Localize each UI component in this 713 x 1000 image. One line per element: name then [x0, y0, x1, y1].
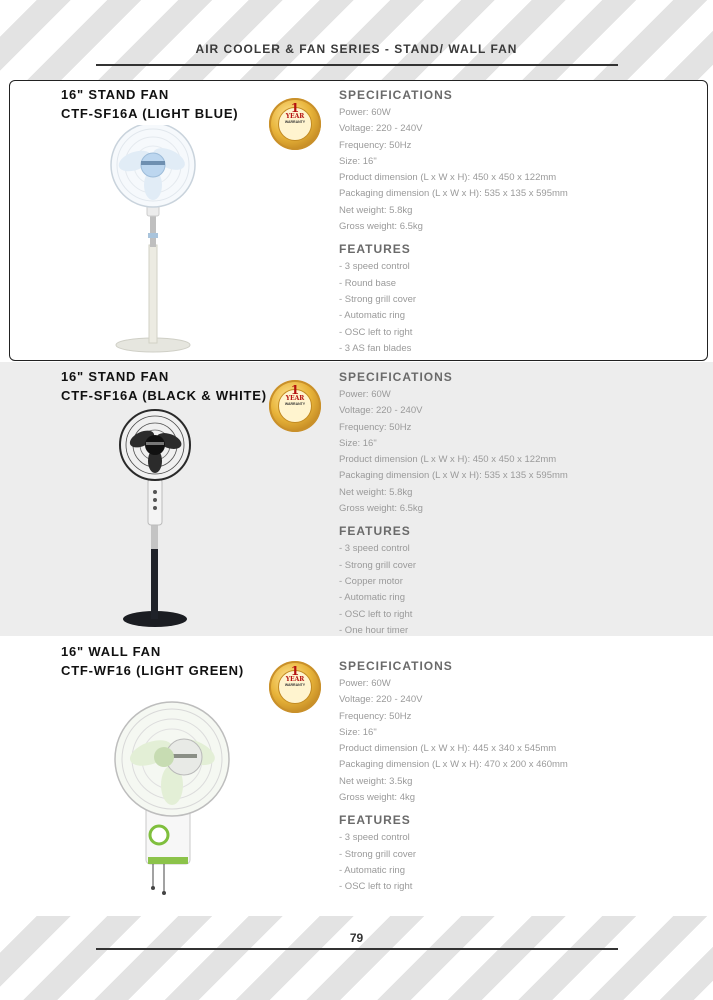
- feature-line: - OSC left to right: [339, 881, 413, 893]
- feature-line: - Strong grill cover: [339, 559, 417, 571]
- features-heading: FEATURES: [339, 813, 411, 828]
- warranty-badge-number: 1: [290, 101, 300, 115]
- specifications-heading: SPECIFICATIONS: [339, 659, 453, 673]
- spec-line: Gross weight: 6.5kg: [339, 221, 423, 233]
- warranty-badge-year: YEAR: [285, 676, 305, 683]
- spec-line: Gross weight: 4kg: [339, 792, 416, 804]
- spec-line: Size: 16": [339, 437, 377, 449]
- product-name: 16" STAND FAN: [61, 87, 170, 102]
- product-specs: [339, 370, 709, 639]
- wall-fan-light-green-image: [108, 697, 243, 902]
- warranty-badge-text: WARRANTY: [284, 402, 306, 406]
- warranty-badge-text: WARRANTY: [284, 120, 306, 124]
- spec-line: Net weight: 5.8kg: [339, 486, 413, 498]
- footer-stripe-band: [0, 916, 713, 1000]
- spec-line: Packaging dimension (L x W x H): 470 x 200 x 460mm: [339, 759, 568, 771]
- page-number: 79: [349, 931, 364, 945]
- warranty-badge-icon: [269, 98, 321, 150]
- spec-line: Size: 16": [339, 726, 377, 738]
- feature-line: - OSC left to right: [339, 608, 413, 620]
- features-heading: FEATURES: [339, 242, 411, 257]
- spec-line: Power: 60W: [339, 389, 391, 400]
- product-specs: [339, 659, 709, 896]
- feature-line: - Automatic ring: [339, 592, 405, 604]
- spec-line: Size: 16": [339, 155, 377, 167]
- spec-line: Voltage: 220 - 240V: [339, 694, 423, 706]
- spec-line: Product dimension (L x W x H): 450 x 450 x 122mm: [339, 172, 557, 184]
- feature-line: - Strong grill cover: [339, 293, 417, 305]
- product-name: 16" WALL FAN: [61, 644, 162, 659]
- feature-line: - 3 speed control: [339, 832, 410, 844]
- warranty-badge-icon: [269, 661, 321, 713]
- footer-divider: [96, 948, 618, 950]
- spec-line: Frequency: 50Hz: [339, 139, 412, 151]
- warranty-badge-year: YEAR: [285, 395, 305, 402]
- spec-line: Frequency: 50Hz: [339, 710, 412, 722]
- warranty-badge-number: 1: [290, 383, 300, 397]
- stand-fan-black-white-image: [115, 407, 200, 632]
- warranty-badge-number: 1: [290, 664, 300, 678]
- specifications-heading: SPECIFICATIONS: [339, 370, 453, 384]
- specifications-heading: SPECIFICATIONS: [339, 88, 453, 102]
- feature-line: - Copper motor: [339, 575, 403, 587]
- feature-line: - OSC left to right: [339, 326, 413, 338]
- spec-line: Power: 60W: [339, 107, 391, 118]
- product-model: CTF-SF16A (LIGHT BLUE): [61, 106, 239, 121]
- spec-line: Voltage: 220 - 240V: [339, 123, 423, 135]
- product-model: CTF-WF16 (LIGHT GREEN): [61, 663, 244, 678]
- product-model: CTF-SF16A (BLACK & WHITE): [61, 388, 267, 403]
- warranty-badge-text: WARRANTY: [284, 683, 306, 687]
- stand-fan-light-blue-image: [105, 125, 205, 355]
- spec-line: Net weight: 5.8kg: [339, 204, 413, 216]
- product-section-stand-fan-black-white: [0, 362, 713, 636]
- header-divider: [96, 64, 618, 66]
- product-section-stand-fan-light-blue: [0, 80, 713, 361]
- feature-line: - 3 speed control: [339, 543, 410, 555]
- spec-line: Net weight: 3.5kg: [339, 775, 413, 787]
- feature-line: - 3 speed control: [339, 261, 410, 273]
- spec-line: Product dimension (L x W x H): 450 x 450 x 122mm: [339, 454, 557, 466]
- spec-line: Packaging dimension (L x W x H): 535 x 135 x 595mm: [339, 470, 568, 482]
- feature-line: - Automatic ring: [339, 310, 405, 322]
- spec-line: Power: 60W: [339, 678, 391, 689]
- feature-line: - One hour timer: [339, 624, 409, 636]
- feature-line: - Strong grill cover: [339, 848, 417, 860]
- header-stripe-band: [0, 0, 713, 82]
- feature-line: - Automatic ring: [339, 864, 405, 876]
- product-section-wall-fan-light-green: [0, 637, 713, 916]
- spec-line: Voltage: 220 - 240V: [339, 405, 423, 417]
- spec-line: Packaging dimension (L x W x H): 535 x 135 x 595mm: [339, 188, 568, 200]
- spec-line: Frequency: 50Hz: [339, 421, 412, 433]
- feature-line: - Round base: [339, 277, 397, 289]
- spec-line: Gross weight: 6.5kg: [339, 503, 423, 515]
- warranty-badge-year: YEAR: [285, 113, 305, 120]
- feature-line: - 3 AS fan blades: [339, 342, 412, 354]
- page-header-title: AIR COOLER & FAN SERIES - STAND/ WALL FAN: [195, 42, 518, 56]
- features-heading: FEATURES: [339, 524, 411, 539]
- spec-line: Product dimension (L x W x H): 445 x 340 x 545mm: [339, 743, 557, 755]
- warranty-badge-icon: [269, 380, 321, 432]
- product-name: 16" STAND FAN: [61, 369, 170, 384]
- product-specs: [339, 88, 709, 357]
